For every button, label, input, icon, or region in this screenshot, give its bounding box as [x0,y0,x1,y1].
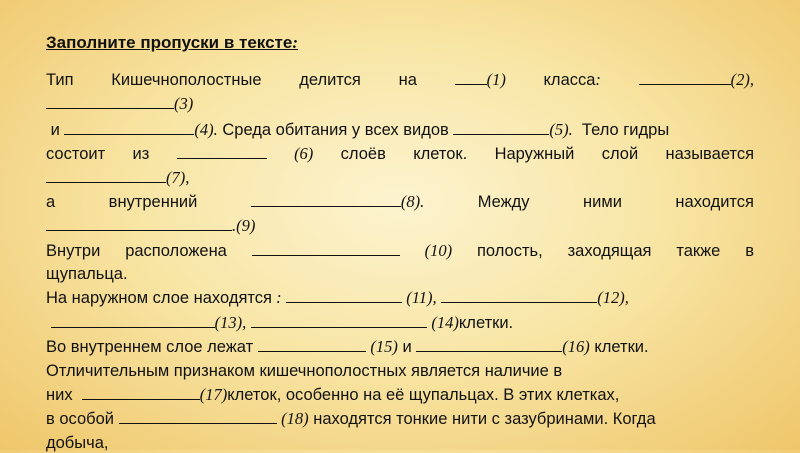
blank-18[interactable] [119,409,277,424]
blank-3[interactable] [46,94,174,109]
text-line-12: Во внутреннем слое лежат (15) и (16) клетки. [46,337,649,356]
text-line-5: (7), [46,168,754,188]
blank-5[interactable] [453,120,549,135]
blank-9[interactable] [46,216,232,231]
text-line-16: добыча, [46,434,109,452]
text-line-14: них (17)клеток, особенно на её щупальцах. В этих клетках, [46,385,620,404]
blank-6[interactable] [177,144,267,159]
blank-14[interactable] [251,313,427,328]
text-line-2: (3) [46,94,754,114]
page-title: Заполните пропуски в тексте: [46,33,298,52]
blank-12[interactable] [441,288,597,303]
text-line-13: Отличительным признаком кишечнополостных является наличие в [46,362,563,380]
blank-17[interactable] [82,385,200,400]
blank-13[interactable] [51,313,215,328]
text-line-10: На наружном слое находятся : (11), (12), [46,288,629,307]
blank-11[interactable] [286,288,402,303]
text-line-15: в особой (18) находятся тонкие нити с зазубринами. Когда [46,409,656,428]
text-line-8: Внутри расположена (10) полость, заходящая также в [46,241,754,260]
text-line-6: а внутренний (8). Между ними находится [46,192,754,211]
blank-8[interactable] [251,192,401,207]
blank-15[interactable] [258,337,366,352]
text-line-11: (13), (14)клетки. [46,313,754,333]
blank-2[interactable] [639,70,731,85]
text-line-9: щупальца. [46,265,128,283]
blank-10[interactable] [252,241,400,256]
blank-16[interactable] [416,337,562,352]
blank-7[interactable] [46,168,166,183]
text-line-4: состоит из (6) слоёв клеток. Наружный слой называется [46,144,755,163]
text-line-1: Тип Кишечнополостные делится на (1) класса: (2), [46,70,754,89]
blank-1[interactable] [455,70,487,85]
blank-4[interactable] [64,120,194,135]
text-line-7: .(9) [46,216,754,236]
text-line-3: и (4). Среда обитания у всех видов (5). Тело гидры [50,120,670,139]
